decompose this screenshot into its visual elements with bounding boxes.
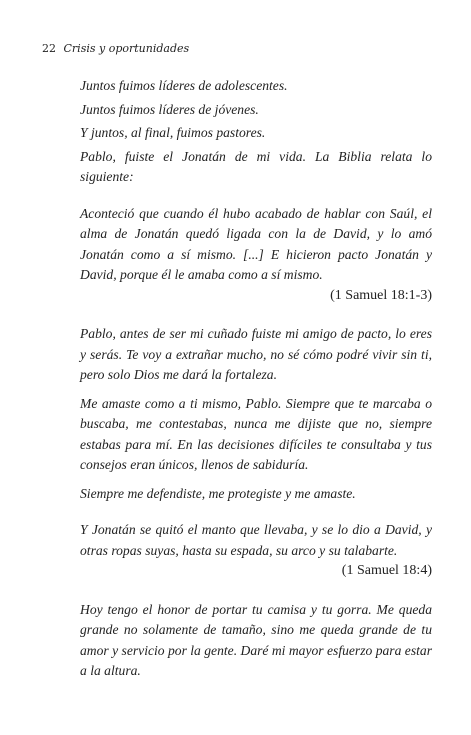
paragraph-me-amaste: Me amaste como a ti mismo, Pablo. Siempre que te marcaba o buscaba, me contestabas, nunca me dijiste que no, siempre estabas para mí. En las decisiones difíciles te consultaba y tus consejos eran únicos, llenos de sabiduría. bbox=[80, 395, 432, 472]
paragraph-jovenes: Juntos fuimos líderes de jóvenes. bbox=[80, 101, 259, 117]
bible-quote-2-reference: (1 Samuel 18:4) bbox=[341, 563, 432, 578]
bible-quote-1 bbox=[80, 204, 432, 307]
paragraph-me-defendiste: Siempre me defendiste, me protegiste y me amaste. bbox=[80, 485, 356, 501]
paragraph-pastores: Y juntos, al final, fuimos pastores. bbox=[80, 125, 266, 140]
paragraph-jonatan-intro: Pablo, fuiste el Jonatán de mi vida. La Biblia relata lo siguiente: bbox=[80, 148, 432, 184]
page-body bbox=[80, 76, 432, 690]
bible-quote-1-reference: (1 Samuel 18:1-3) bbox=[330, 287, 432, 303]
running-title: Crisis y oportunidades bbox=[63, 42, 190, 55]
bible-quote-2 bbox=[80, 520, 432, 582]
paragraph-amigo-de-pacto: Pablo, antes de ser mi cuñado fuiste mi amigo de pacto, lo eres y serás. Te voy a extrañar mucho, no sé cómo podré vivir sin ti, pero solo Dios me dará la fortaleza. bbox=[80, 326, 432, 382]
paragraph-camisa-y-gorra: Hoy tengo el honor de portar tu camisa y tu gorra. Me queda grande no solamente de tamaño, sino me queda grande de tu amor y servicio por la gente. Daré mi mayor esfuerzo para estar a la altura. bbox=[80, 601, 432, 678]
page-number: 22 bbox=[42, 42, 56, 55]
bible-quote-1-text: Aconteció que cuando él hubo acabado de hablar con Saúl, el alma de Jonatán quedó ligada con la de David, y lo amó Jonatán como a sí mismo. [...] E hicieron pacto Jonatán y David, porque él le amaba como a sí mismo. bbox=[80, 205, 432, 282]
running-header bbox=[42, 42, 189, 56]
bible-quote-2-text: Y Jonatán se quitó el manto que llevaba, y se lo dio a David, y otras ropas suyas, hasta su espada, su arco y su talabarte. bbox=[80, 522, 432, 558]
paragraph-adolescentes: Juntos fuimos líderes de adolescentes. bbox=[80, 78, 288, 93]
